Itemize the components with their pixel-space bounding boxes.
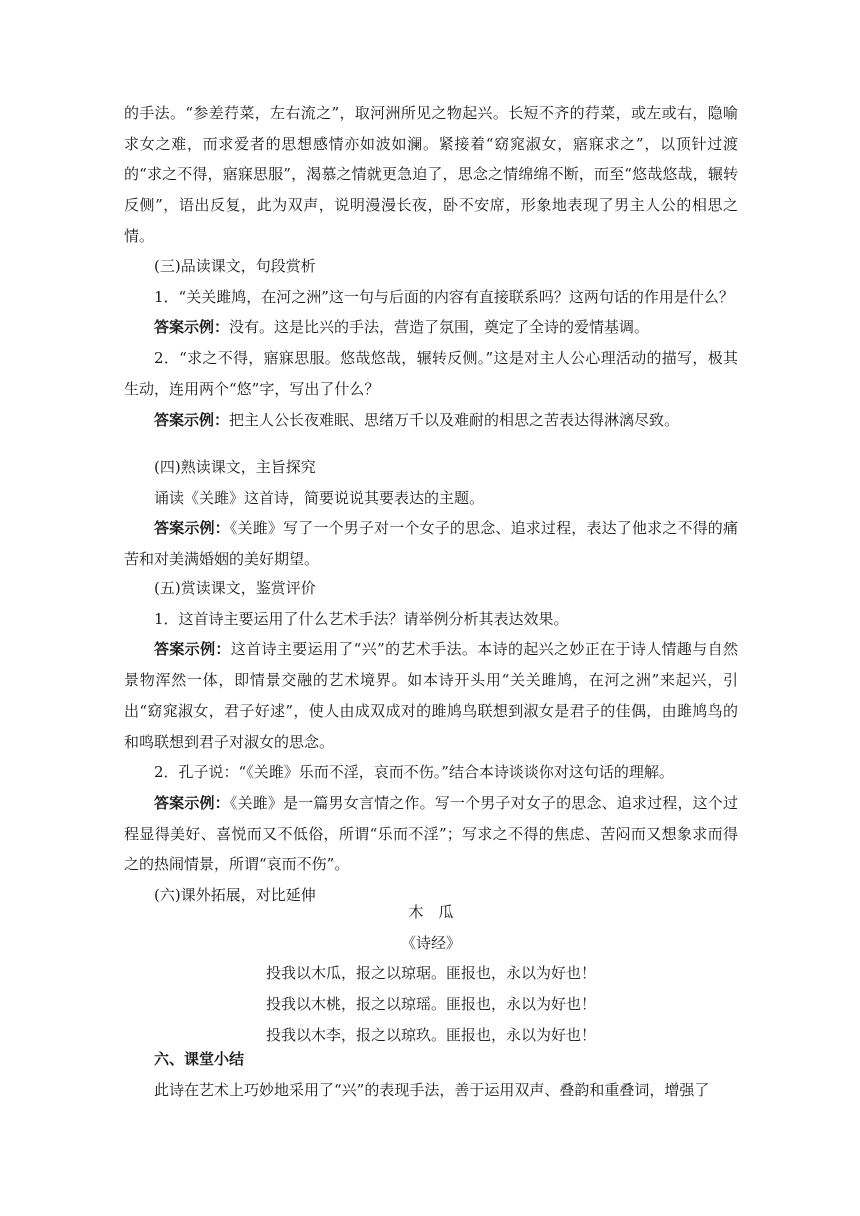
answer-label: 答案示例： [154,793,230,812]
answer [124,513,738,574]
question: 2．孔子说：“《关雎》乐而不淫，哀而不伤。”结合本诗谈谈你对这句话的理解。 [154,763,674,782]
paragraph-continued [124,98,738,252]
question: 诵读《关雎》这首诗，简要说说其要表达的主题。 [154,488,485,507]
answer [124,312,738,343]
answer-label: 答案示例： [154,410,230,429]
poem-line: 投我以木桃，报之以琼瑶。匪报也，永以为好也！ [265,995,596,1014]
section-heading: (三)品读课文，句段赏析 [154,257,316,275]
poem-title: 木 瓜 [408,903,454,921]
answer-text: 《关雎》是一篇男女言情之作。写一个男子对女子的思念、追求过程，这个过程显得美好、喜悦而又不低俗，所谓“乐而不淫”；写求之不得的焦虑、苦闷而又想象求而得之的热闹情景，所谓“哀而不伤”。 [124,793,738,874]
body-text: 此诗在艺术上巧妙地采用了“兴”的表现手法，善于运用双声、叠韵和重叠词，增强了 [154,1080,710,1099]
answer-text: 没有。这是比兴的手法，营造了氛围，奠定了全诗的爱情基调。 [229,318,650,337]
answer [124,634,738,757]
answer-text: 这首诗主要运用了“兴”的艺术手法。本诗的起兴之妙正在于诗人情趣与自然景物浑然一体，即情景交融的艺术境界。如本诗开头用“关关雎鸠，在河之洲”来起兴，引出“窈窕淑女，君子好逑”，使人由成双成对的雎鸠鸟联想到淑女是君子的佳偶，由雎鸠鸟的和鸣联想到君子对淑女的思念。 [124,640,738,751]
poem [124,897,738,1051]
question: 1．“关关雎鸠，在河之洲”这一句与后面的内容有直接联系吗？这两句话的作用是什么？ [154,287,734,306]
section-5 [124,573,738,911]
question: 1．这首诗主要运用了什么艺术手法？请举例分析其表达效果。 [154,609,569,628]
section-3 [124,251,738,435]
answer [124,405,738,436]
poem-line: 投我以木瓜，报之以琼琚。匪报也，永以为好也！ [265,964,596,983]
section-heading: 六、课堂小结 [154,1050,245,1068]
poem-line: 投我以木李，报之以琼玖。匪报也，永以为好也！ [265,1025,596,1044]
answer-text: 《关雎》写了一个男子对一个女子的思念、追求过程，表达了他求之不得的痛苦和对美满婚姻的美好期望。 [124,519,738,569]
section-4 [124,452,738,575]
section-heading: (四)熟读课文，主旨探究 [154,458,316,476]
question: 2．“求之不得，寤寐思服。悠哉悠哉，辗转反侧。”这是对主人公心理活动的描写，极其生动，连用两个“悠”字，写出了什么？ [124,349,738,398]
answer-label: 答案示例： [154,640,231,659]
answer-label: 答案示例： [154,519,230,538]
section-heading: (六)课外拓展，对比延伸 [154,886,316,905]
section-heading: (五)赏读课文，鉴赏评价 [154,579,316,597]
answer [124,788,738,880]
poem-source: 《诗经》 [400,933,461,952]
answer-label: 答案示例： [154,318,230,337]
answer-text: 把主人公长夜难眠、思绪万千以及难耐的相思之苦表达得淋漓尽致。 [229,410,680,429]
body-text: 的手法。“参差荇菜，左右流之”，取河洲所见之物起兴。长短不齐的荇菜，或左或右，隐喻求女之难，而求爱者的思想感情亦如波如澜。紧接着“窈窕淑女，寤寐求之”，以顶针过渡的“求之不得，寤寐思服”，渴慕之情就更急迫了，思念之情绵绵不断，而至“悠哉悠哉，辗转反侧”，语出反复，此为双声，说明漫漫长夜，卧不安席，形象地表现了男主人公的相思之情。 [124,104,738,245]
section-summary [124,1044,738,1105]
